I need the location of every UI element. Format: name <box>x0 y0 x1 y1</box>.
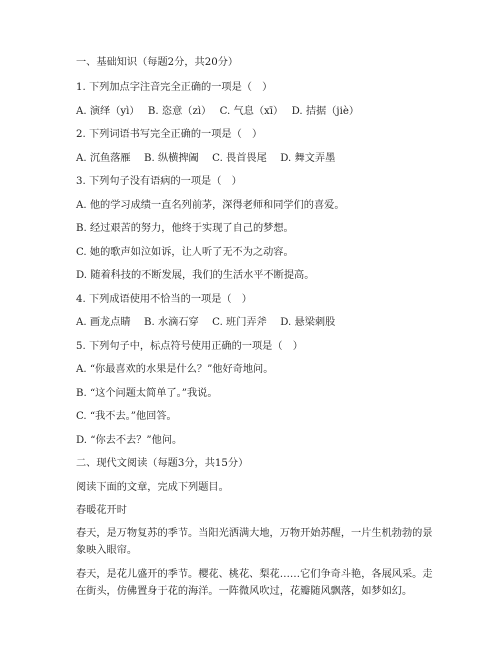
q3-option-a: A. 他的学习成绩一直名列前茅，深得老师和同学们的喜爱。 <box>76 200 345 211</box>
q5-stem: 5. 下列句子中，标点符号使用正确的一项是（ ） <box>76 341 303 352</box>
q3-option-c: C. 她的歌声如泣如诉，让人听了无不为之动容。 <box>76 247 294 258</box>
q5-option-a: A. “你最喜欢的水果是什么？”他好奇地问。 <box>76 364 274 375</box>
q1-stem: 1. 下列加点字注音完全正确的一项是（ ） <box>76 82 273 93</box>
q5-option-d: D. “你去不去？”他问。 <box>76 435 183 446</box>
section2-heading: 二、现代文阅读（每题3分，共15分） <box>76 458 249 469</box>
article-title: 春暖花开时 <box>76 505 127 516</box>
q2-stem: 2. 下列词语书写完全正确的一项是（ ） <box>76 129 263 140</box>
reading-instruction: 阅读下面的文章，完成下列题目。 <box>76 482 229 493</box>
section1-heading: 一、基础知识（每题2分，共20分） <box>76 57 239 68</box>
q3-stem: 3. 下列句子没有语病的一项是（ ） <box>76 176 242 187</box>
q1-options: A. 演绎（yì） B. 恣意（zì） C. 气息（xī） D. 拮据（jiè） <box>76 106 360 117</box>
q3-option-b: B. 经过艰苦的努力，他终于实现了自己的梦想。 <box>76 223 294 234</box>
q4-options: A. 画龙点睛 B. 水滴石穿 C. 班门弄斧 D. 悬梁刺股 <box>76 317 336 328</box>
article-paragraph-2: 春天，是花儿盛开的季节。樱花、桃花、梨花……它们争奇斗艳，各展风采。走在街头，仿佛置身于花的海洋。一阵微风吹过，花瓣随风飘落，如梦如幻。 <box>76 569 433 597</box>
q4-stem: 4. 下列成语使用不恰当的一项是（ ） <box>76 294 252 305</box>
q5-option-b: B. “这个问题太简单了。”我说。 <box>76 388 218 399</box>
q2-options: A. 沉鱼落雁 B. 纵横捭阖 C. 畏首畏尾 D. 舞文弄墨 <box>76 153 336 164</box>
q3-option-d: D. 随着科技的不断发展，我们的生活水平不断提高。 <box>76 270 315 281</box>
q5-option-c: C. “我不去。”他回答。 <box>76 411 177 422</box>
article-paragraph-1: 春天，是万物复苏的季节。当阳光洒满大地，万物开始苏醒，一片生机勃勃的景象映入眼帘。 <box>76 528 433 556</box>
